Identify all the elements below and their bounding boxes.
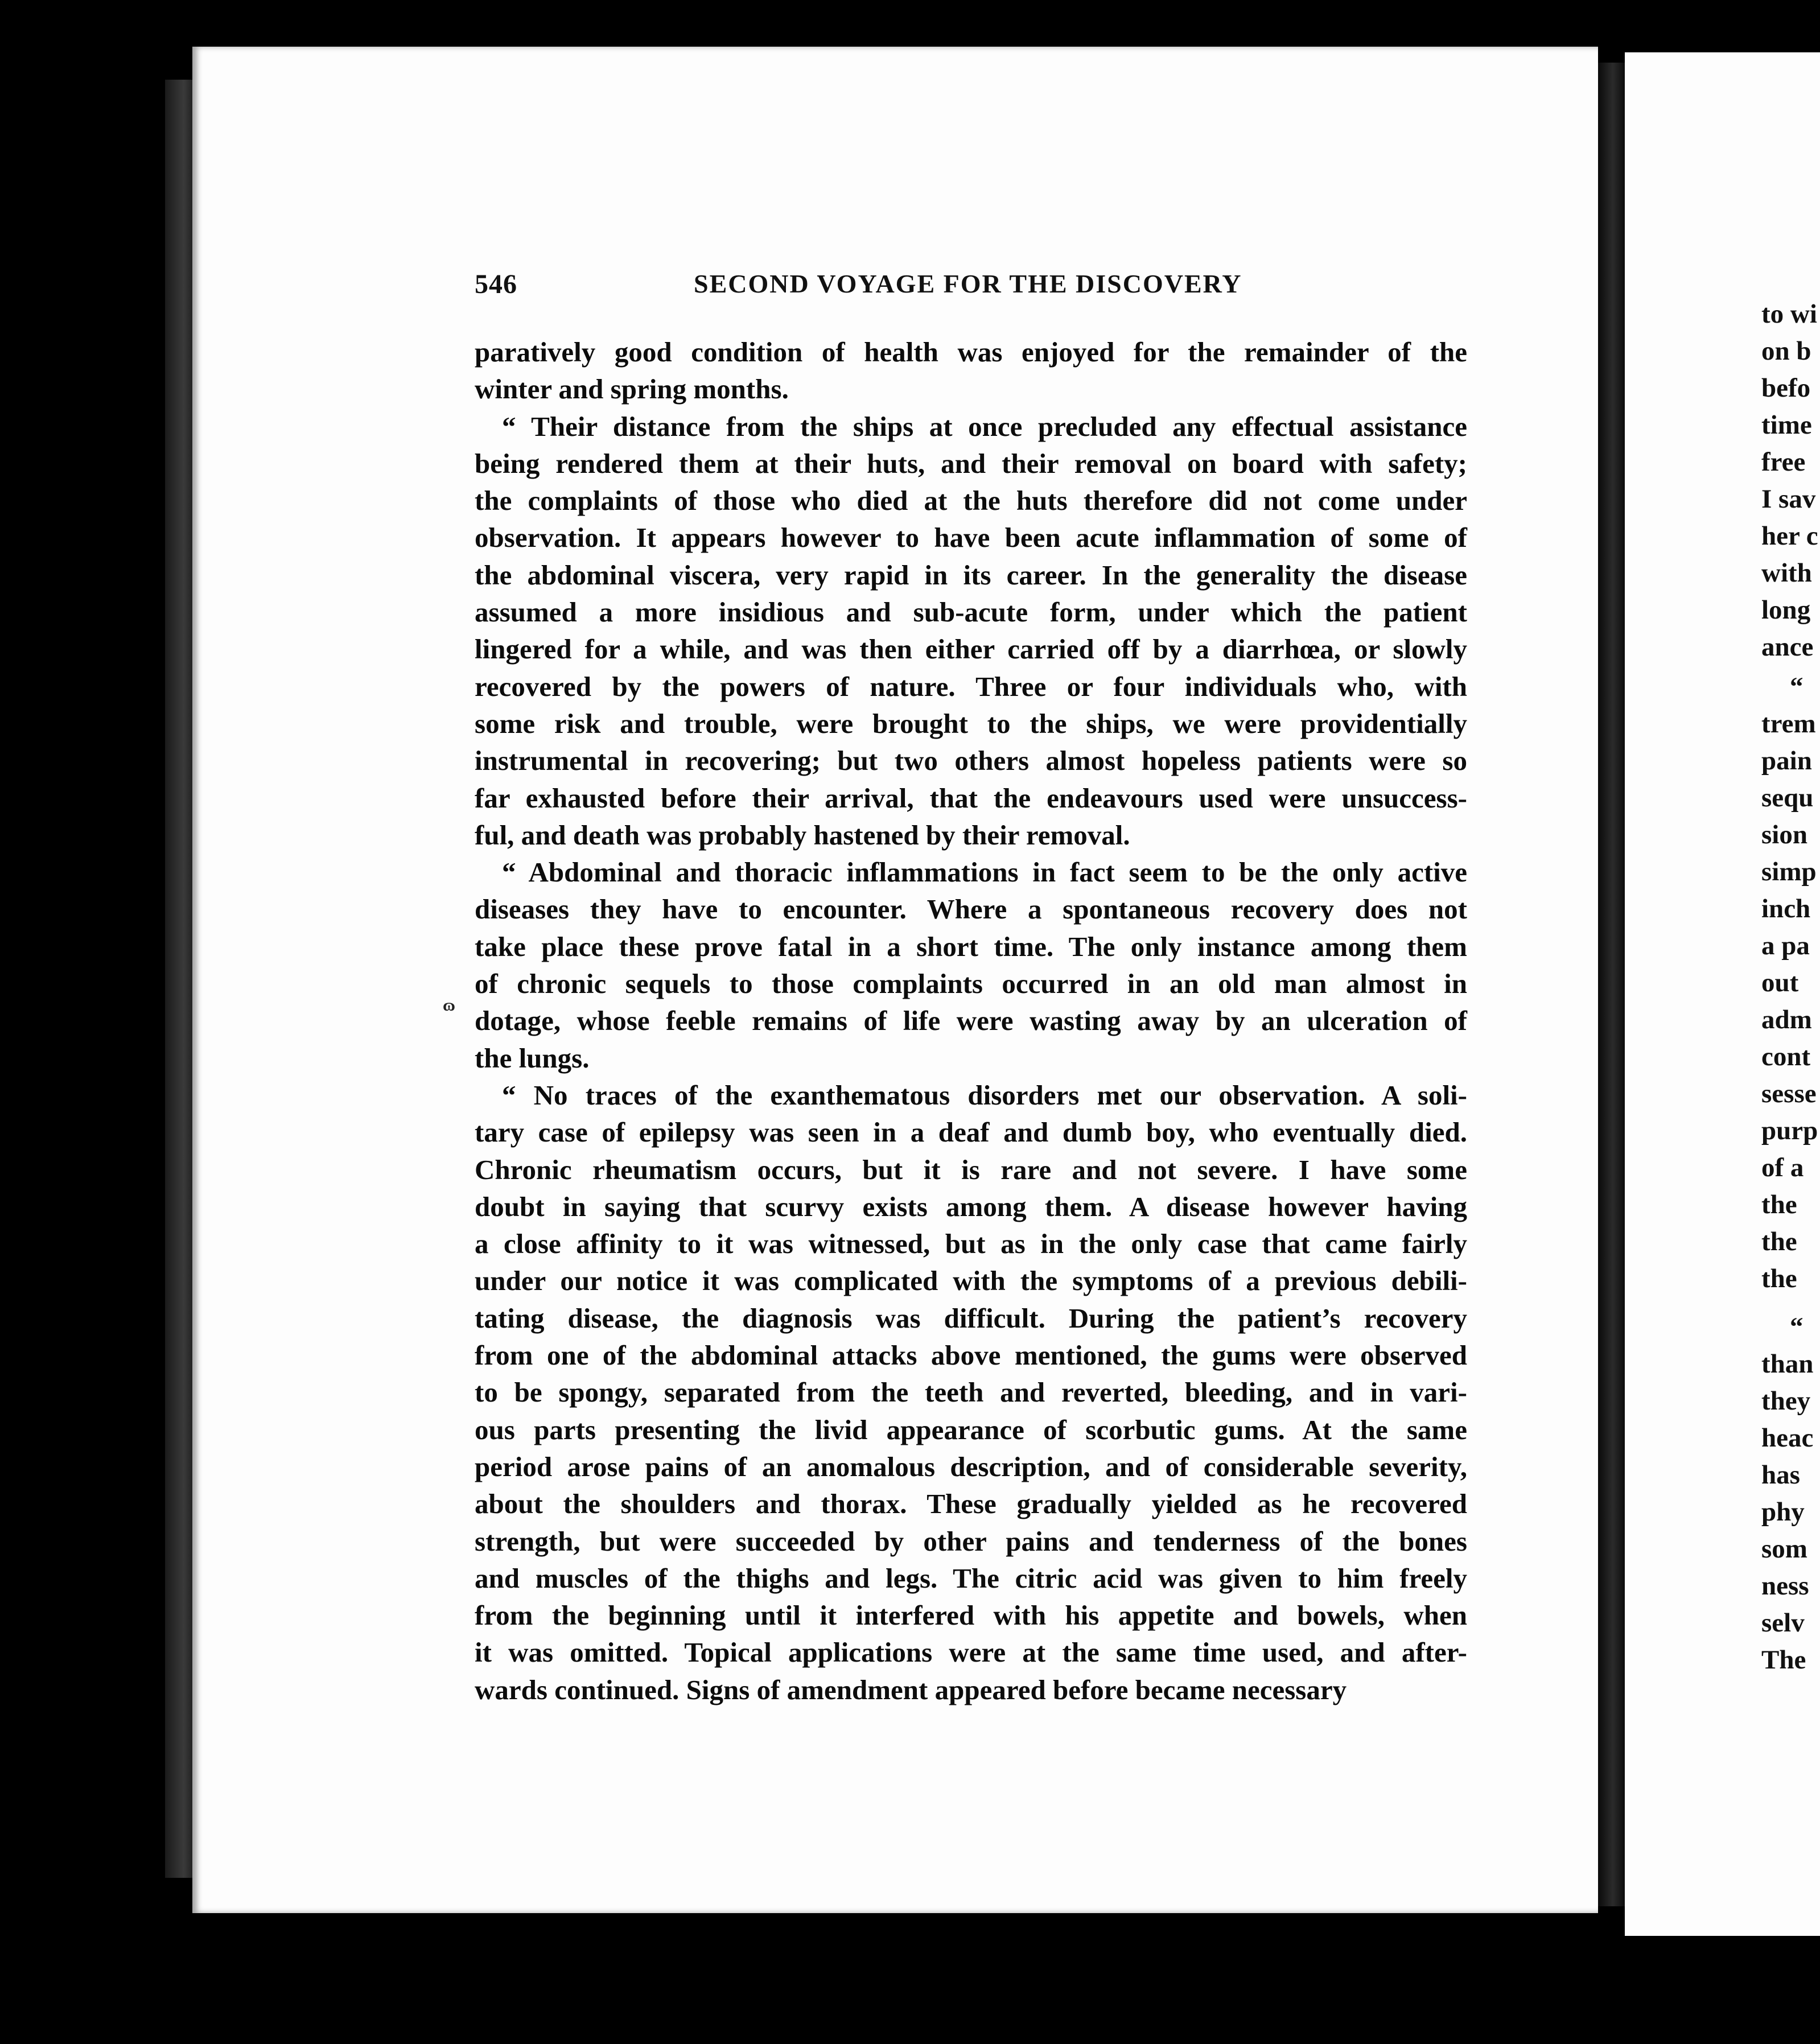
text-line: a close affinity to it was witnessed, but as in the only case that came fairly — [475, 1228, 1467, 1260]
text-line: “ Abdominal and thoracic inflammations in fact seem to be the only active — [502, 856, 1467, 888]
text-line: it was omitted. Topical applications were at the same time used, and after- — [475, 1637, 1467, 1668]
facing-page-line: som — [1761, 1534, 1807, 1564]
facing-page-line: to wi — [1761, 299, 1817, 329]
page-number: 546 — [475, 269, 517, 299]
text-line: ful, and death was probably hastened by their removal. — [475, 819, 1130, 851]
facing-page-line: sesse — [1761, 1079, 1817, 1108]
text-line: the complaints of those who died at the huts therefore did not come under — [475, 485, 1467, 517]
facing-page-line: heac — [1761, 1423, 1814, 1453]
text-line: wards continued. Signs of amendment appeared before became necessary — [475, 1674, 1347, 1705]
facing-page-line: out — [1761, 968, 1799, 998]
facing-page — [1625, 52, 1820, 1936]
facing-page-line: selv — [1761, 1608, 1805, 1638]
facing-page-line: the — [1761, 1227, 1797, 1256]
text-line: to be spongy, separated from the teeth and reverted, bleeding, and in vari- — [475, 1377, 1467, 1408]
facing-page-line: sion — [1761, 820, 1807, 850]
facing-page-line: the — [1761, 1264, 1797, 1293]
text-line: assumed a more insidious and sub-acute form, under which the patient — [475, 596, 1467, 628]
facing-page-line: free — [1761, 447, 1806, 477]
text-line: winter and spring months. — [475, 373, 789, 405]
text-line: and muscles of the thighs and legs. The citric acid was given to him freely — [475, 1562, 1467, 1594]
margin-mark: ɷ — [443, 996, 455, 1015]
text-line: period arose pains of an anomalous description, and of considerable severity, — [475, 1450, 1467, 1482]
facing-page-line: I sav — [1761, 484, 1816, 514]
facing-page-line: sequ — [1761, 783, 1814, 813]
text-line: doubt in saying that scurvy exists among them. A disease however having — [475, 1190, 1467, 1222]
facing-page-line: on b — [1761, 336, 1811, 366]
facing-page-line: they — [1761, 1386, 1811, 1416]
facing-page-line: simp — [1761, 857, 1817, 887]
facing-page-line: “ — [1790, 1312, 1803, 1342]
text-line: “ Their distance from the ships at once precluded any effectual assistance — [502, 410, 1467, 442]
facing-page-line: the — [1761, 1190, 1797, 1219]
text-line: Chronic rheumatism occurs, but it is rare and not severe. I have some — [475, 1153, 1467, 1185]
facing-page-line: her c — [1761, 521, 1818, 551]
text-line: far exhausted before their arrival, that the endeavours used were unsuccess- — [475, 782, 1467, 814]
facing-page-line: trem — [1761, 709, 1816, 739]
text-line: ous parts presenting the livid appearance of scorbutic gums. At the same — [475, 1414, 1467, 1445]
text-line: of chronic sequels to those complaints occurred in an old man almost in — [475, 968, 1467, 1000]
text-line: diseases they have to encounter. Where a spontaneous recovery does not — [475, 893, 1467, 925]
facing-page-line: ness — [1761, 1571, 1809, 1601]
text-line: about the shoulders and thorax. These gradually yielded as he recovered — [475, 1488, 1467, 1520]
text-line: the lungs. — [475, 1042, 590, 1074]
text-line: from the beginning until it interfered with his appetite and bowels, when — [475, 1600, 1467, 1631]
facing-page-line: pain — [1761, 746, 1812, 776]
facing-page-text — [1761, 52, 1820, 1930]
text-line: under our notice it was complicated with the symptoms of a previous debili- — [475, 1265, 1467, 1297]
text-line: take place these prove fatal in a short time. The only instance among them — [475, 930, 1467, 962]
facing-page-line: time — [1761, 410, 1812, 440]
facing-page-line: phy — [1761, 1497, 1805, 1527]
facing-page-line: than — [1761, 1349, 1814, 1379]
text-line: recovered by the powers of nature. Three or four individuals who, with — [475, 670, 1467, 702]
text-line: lingered for a while, and was then either carried off by a diarrhœa, or slowly — [475, 633, 1467, 665]
facing-page-line: with — [1761, 558, 1812, 588]
facing-page-line: adm — [1761, 1005, 1812, 1035]
text-line: “ No traces of the exanthematous disorders met our observation. A soli- — [502, 1079, 1467, 1111]
facing-page-line: ance — [1761, 632, 1814, 662]
text-line: some risk and trouble, were brought to the ships, we were providentially — [475, 707, 1467, 739]
text-line: from one of the abdominal attacks above mentioned, the gums were observed — [475, 1340, 1467, 1371]
text-line: paratively good condition of health was enjoyed for the remainder of the — [475, 336, 1467, 368]
running-title: SECOND VOYAGE FOR THE DISCOVERY — [694, 269, 1242, 298]
facing-page-line: “ — [1790, 672, 1803, 702]
facing-page-line: of a — [1761, 1153, 1804, 1182]
facing-page-line: long — [1761, 595, 1811, 625]
text-line: tary case of epilepsy was seen in a deaf and dumb boy, who eventually died. — [475, 1116, 1467, 1148]
text-line: the abdominal viscera, very rapid in its career. In the generality the disease — [475, 559, 1467, 591]
facing-page-line: The — [1761, 1645, 1806, 1675]
running-head — [475, 269, 1473, 308]
text-line: instrumental in recovering; but two others almost hopeless patients were so — [475, 745, 1467, 777]
text-line: dotage, whose feeble remains of life were wasting away by an ulceration of — [475, 1005, 1467, 1037]
text-line: tating disease, the diagnosis was difficult. During the patient’s recovery — [475, 1302, 1467, 1334]
text-line: strength, but were succeeded by other pains and tenderness of the bones — [475, 1525, 1467, 1557]
text-line: being rendered them at their huts, and their removal on board with safety; — [475, 447, 1467, 479]
facing-page-line: inch — [1761, 894, 1811, 924]
facing-page-line: befo — [1761, 373, 1811, 403]
facing-page-line: cont — [1761, 1042, 1811, 1072]
facing-page-line: purp — [1761, 1116, 1818, 1145]
book-gutter — [1598, 63, 1628, 1906]
facing-page-line: a pa — [1761, 931, 1810, 961]
facing-page-line: has — [1761, 1460, 1800, 1490]
body-text — [475, 333, 1467, 1708]
text-line: observation. It appears however to have been acute inflammation of some of — [475, 522, 1467, 554]
